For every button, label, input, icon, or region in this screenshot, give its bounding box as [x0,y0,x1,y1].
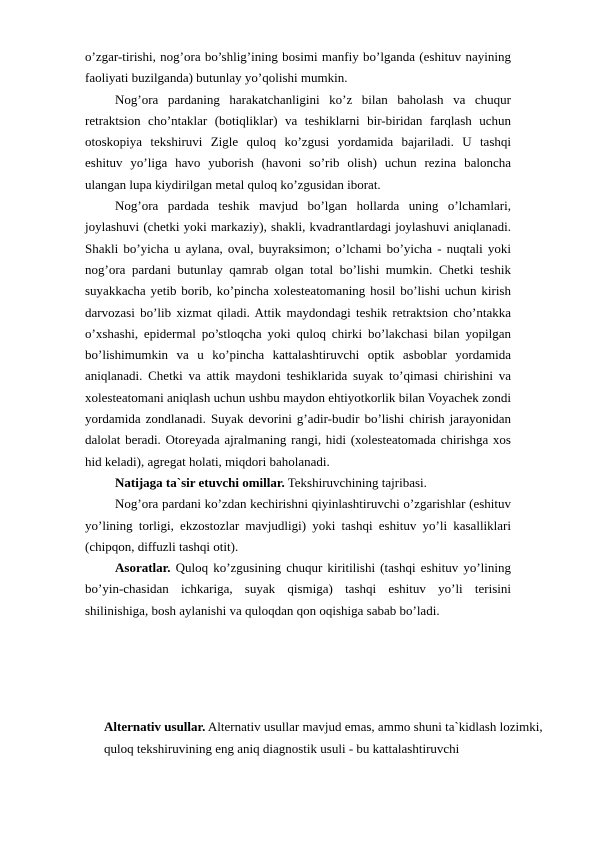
section-heading: Natijaga ta`sir etuvchi omillar. [115,474,285,490]
paragraph-alternatives [104,716,544,759]
paragraph-continuation [85,46,511,89]
paragraph-text: Nog’ora pardani ko’zdan kechirishni qiyinlashtiruvchi o’zgarishlar (eshituv yo’lining torligi, ekzostozlar mavjudligi) yoki tashqi eshituv yo’li kasalliklari (chipqon, diffuzli tashqi otit). [85,496,511,554]
section-heading: Alternativ usullar. [104,719,206,734]
paragraph-text: Quloq ko’zgusining chuqur kiritilishi (tashqi eshituv yo’lining bo’yin-chasidan ichkariga, suyak qismiga) tashqi eshituv yo’li terisini shilinishiga, bosh aylanishi va quloqdan qon oqishiga sabab bo’ladi. [85,560,511,618]
paragraph-text: Alternativ usullar mavjud emas, ammo shuni ta`kidlash lozimki, quloq tekshiruvining eng aniq diagnostik usuli - bu kattalashtiruvchi [104,719,543,756]
document-body [85,46,511,621]
paragraph-complications [85,557,511,621]
alternative-methods-block [104,716,544,759]
paragraph-influencing-factors [85,472,511,493]
paragraph-text: Nog’ora pardada teshik mavjud bo’lgan hollarda uning o’lchamlari, joylashuvi (chetki yoki markaziy), shakli, kvadrantlardagi joylashuvi aniqlanadi. Shakli bo’yicha u aylana, oval, buyraksimon; o’lchami bo’yicha - nuqtali yoki nog’ora pardani butunlay qamrab olgan total bo’lishi mumkin. Chetki teshik suyakkacha yetib borib, ko’pincha xolesteatomaning hosil bo’lishi uchun kirish darvozasi bo’lib xizmat qiladi. Attik maydondagi teshik retraktsion cho’ntakka o’xshashi, epidermal po’stloqcha yoki quloq chirki bo’lakchasi bilan yopilgan bo’lishimumkin va u ko’pincha kattalashtiruvchi optik asboblar yordamida aniqlanadi. Chetki va attik maydoni teshiklarida suyak to’qimasi chirishini va xolesteatomani aniqlash uchun ushbu maydon ehtiyotkorlik bilan Voyachek zondi yordamida zondlanadi. Suyak devorini g’adir-budir bo’lishi chirish jarayonidan dalolat beradi. Otoreyada ajralmaning rangi, hidi (xolesteatomada chirishga xos hid keladi), agregat holati, miqdori baholanadi. [85,198,511,469]
paragraph-difficulties [85,493,511,557]
paragraph-text: Nog’ora pardaning harakatchanligini ko’z bilan baholash va chuqur retraktsion cho’ntaklar (botiqliklar) va teshiklarni bir-biridan farqlash uchun otoskopiya tekshiruvi Zigle quloq ko’zgusi yordamida bajariladi. U tashqi eshituv yo’liga havo yuborish (havoni so’rib olish) uchun rezina baloncha ulangan lupa kiydirilgan metal quloq ko’zgusidan iborat. [85,91,511,192]
section-heading: Asoratlar. [115,560,171,576]
paragraph-otoscopy [85,89,511,195]
paragraph-perforation [85,195,511,472]
paragraph-text: Tekshiruvchining tajribasi. [284,474,427,490]
paragraph-text: o’zgar-tirishi, nog’ora bo’shlig’ining bosimi manfiy bo’lganda (eshituv nayining faoliyati buzilganda) butunlay yo’qolishi mumkin. [85,49,511,86]
